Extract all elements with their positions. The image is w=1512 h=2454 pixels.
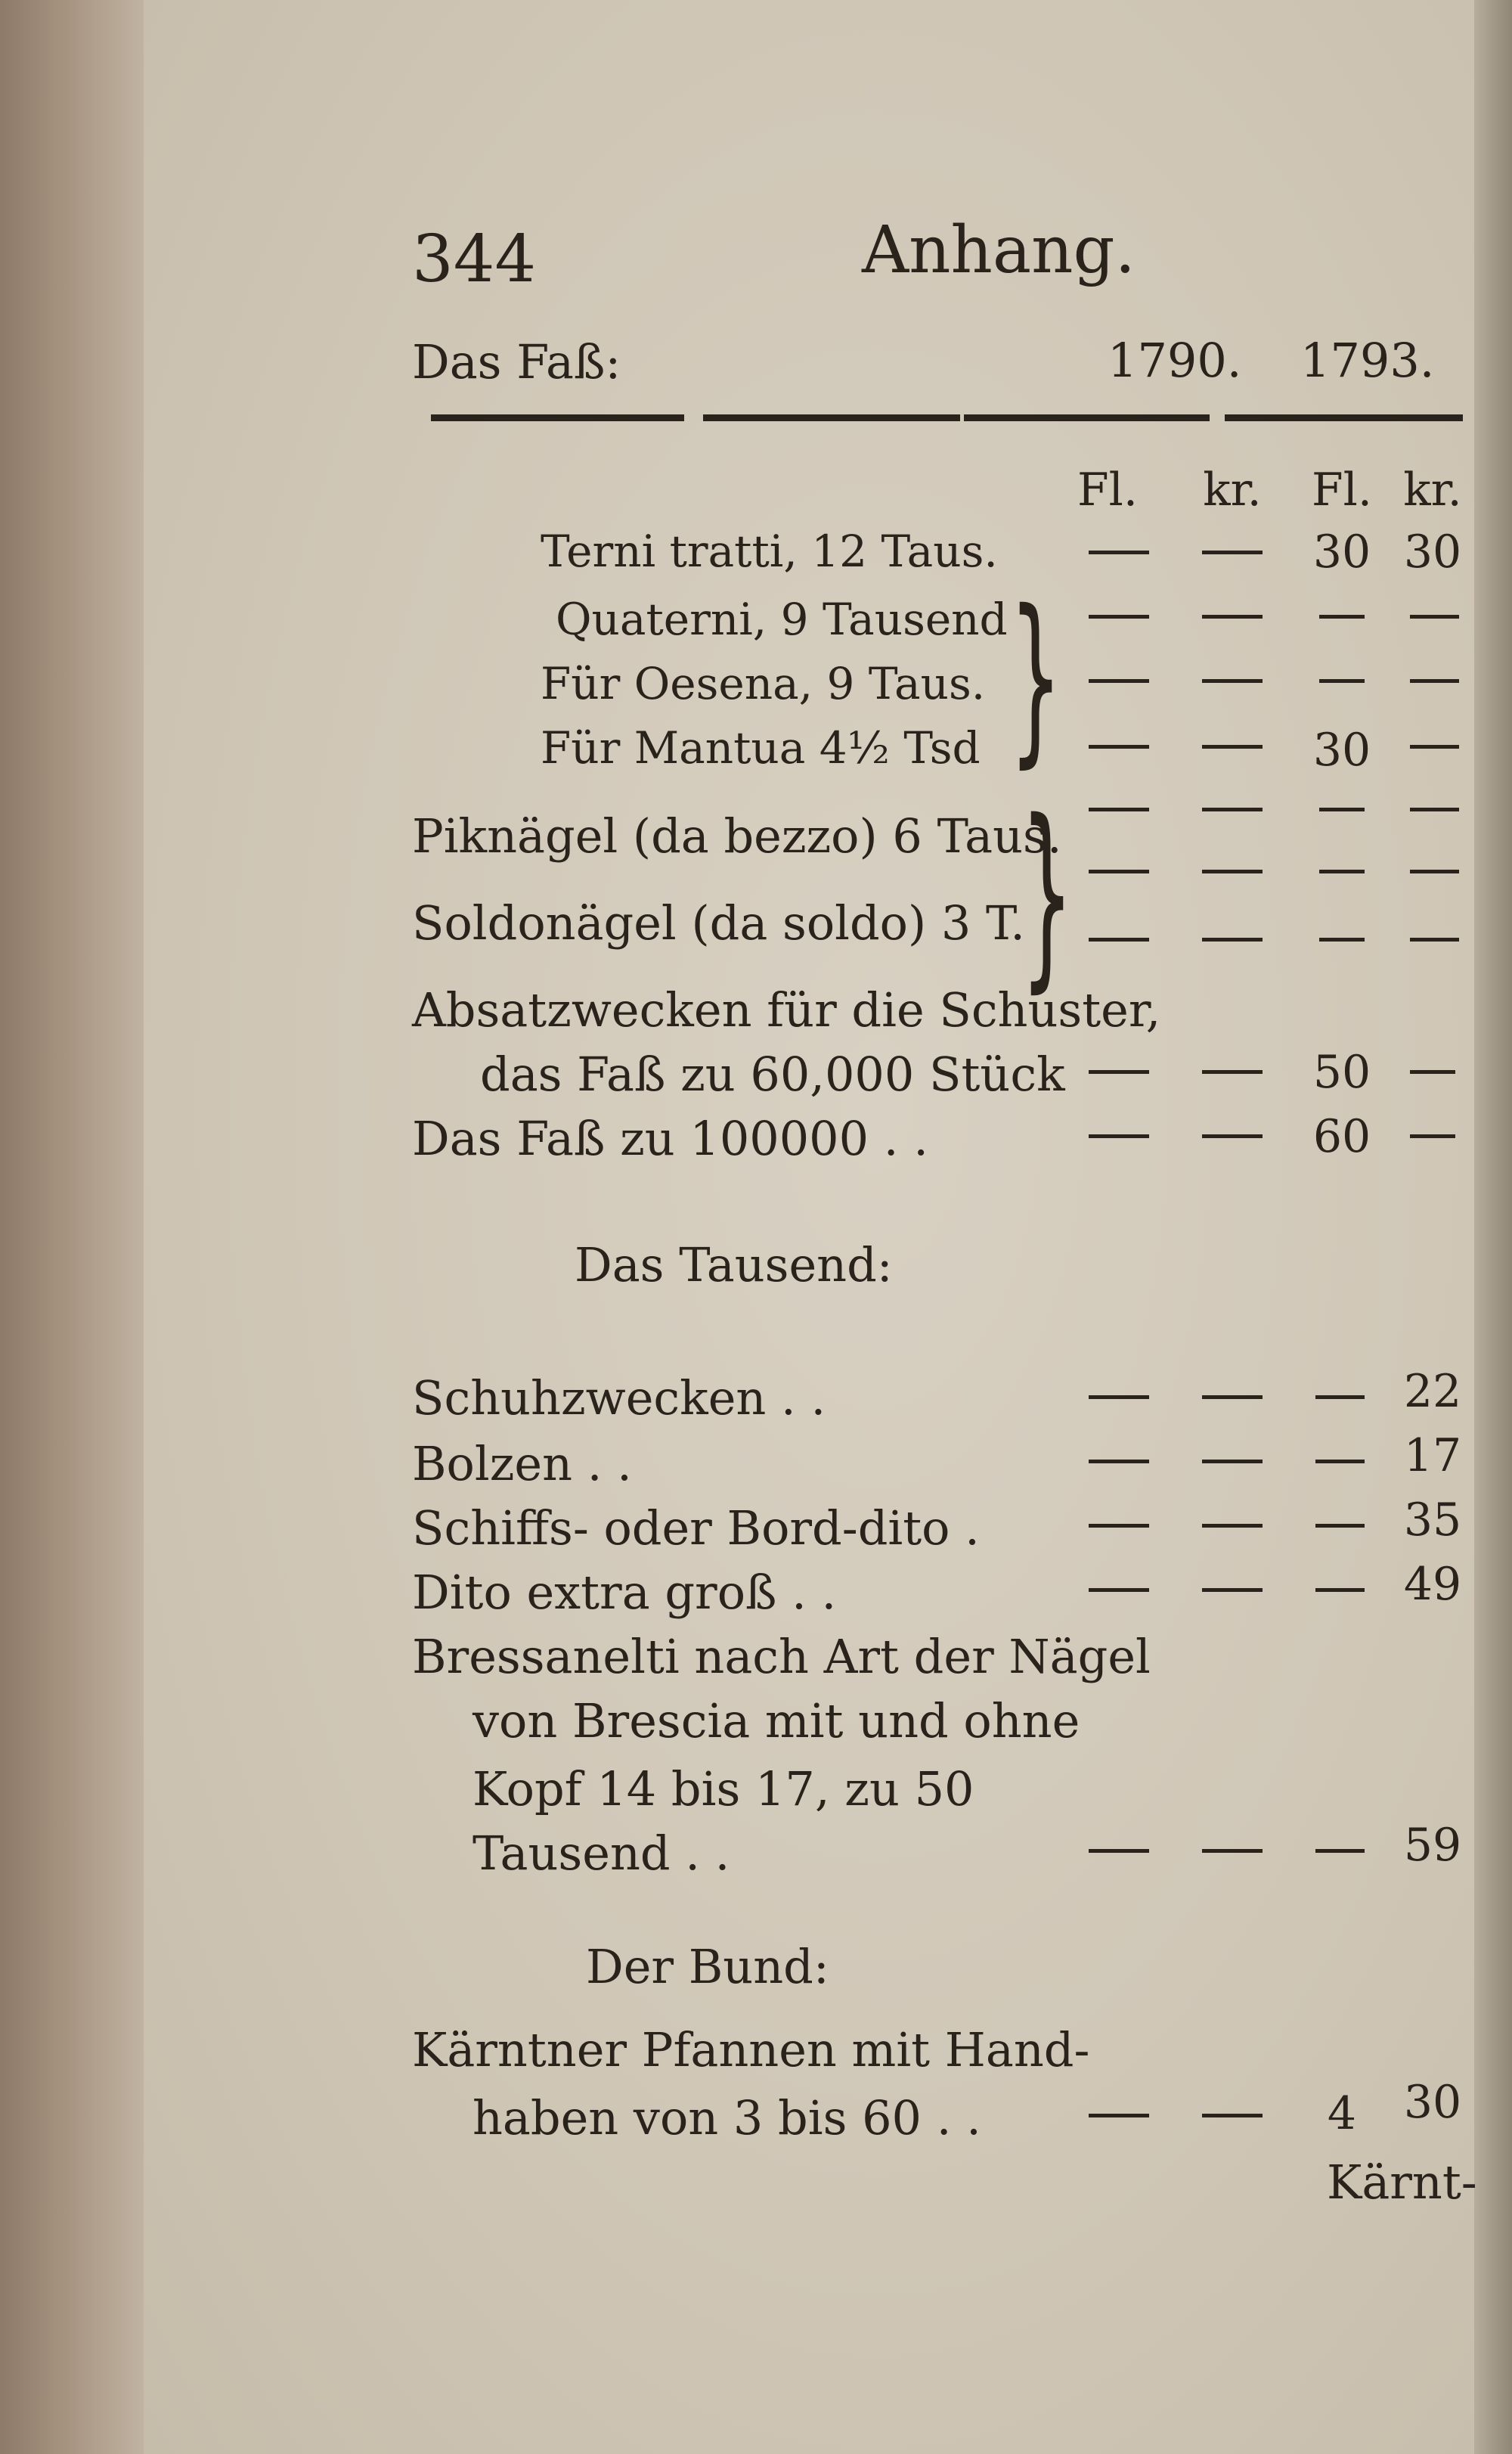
row-kr-1793: 22 [1403,1365,1462,1418]
row-label: das Faß zu 60,000 Stück [480,1047,1065,1102]
col-header-kr-1790: kr. [1203,464,1262,517]
dash [1202,679,1263,683]
section-heading-tausend: Das Tausend: [575,1237,893,1292]
dash [1089,938,1149,942]
row-kr-1793: 49 [1403,1558,1462,1611]
dash [1202,1395,1263,1399]
dash [1089,1134,1149,1138]
dash [1410,1134,1455,1138]
row-fl-1793: 50 [1312,1046,1371,1099]
row-label: Schuhzwecken . . [412,1370,826,1426]
col-header-fl-1793: Fl. [1312,464,1372,517]
dash [1202,745,1263,749]
dash [1319,808,1365,811]
year-1793: 1793. [1300,333,1435,388]
dash [1202,1524,1263,1528]
brace-icon: } [1009,571,1062,784]
dash [1202,551,1263,554]
dash [1202,1134,1263,1138]
row-label: Für Mantua 4½ Tsd [541,722,981,774]
dash [1089,808,1149,811]
dash [1202,808,1263,811]
catchword: Kärnt- [1327,2155,1477,2210]
dash [1410,808,1459,811]
row-kr-1793: 30 [1403,526,1462,579]
dash [1202,1588,1263,1592]
dash [1315,1460,1365,1463]
dash [1410,938,1459,942]
dash [1089,745,1149,749]
dash [1315,1395,1365,1399]
dash [1319,615,1365,619]
row-label: Kopf 14 bis 17, zu 50 [472,1761,974,1816]
dash [1202,938,1263,942]
page [144,0,1474,2454]
row-label: von Brescia mit und ohne [472,1693,1080,1748]
dash [1202,615,1263,619]
dash [1410,679,1459,683]
page-number: 344 [412,222,537,297]
row-kr-1793: 59 [1403,1819,1462,1872]
col-header-fl-1790: Fl. [1077,464,1138,517]
row-label: Soldonägel (da soldo) 3 T. [412,895,1025,951]
book-spine-shadow [0,0,144,2454]
row-fl-1793: 30 [1312,724,1371,777]
dash [1089,1524,1149,1528]
row-label: haben von 3 bis 60 . . [472,2090,981,2145]
running-title: Anhang. [862,213,1136,288]
row-fl-1793: 30 [1312,526,1371,579]
dash [1410,615,1459,619]
dash [1410,745,1459,749]
row-label: Absatzwecken für die Schuster, [412,982,1161,1038]
dash [1319,938,1365,942]
year-1790: 1790. [1108,333,1242,388]
dash [1089,1588,1149,1592]
dash [1089,679,1149,683]
row-kr-1793: 35 [1403,1494,1462,1547]
rule-3 [964,414,1210,421]
row-label: Das Faß zu 100000 . . [412,1111,928,1166]
section-heading-fass: Das Faß: [412,334,621,389]
row-fl-1793: 4 [1327,2087,1357,2140]
row-label: Kärntner Pfannen mit Hand- [412,2022,1090,2077]
row-label: Terni tratti, 12 Taus. [541,526,998,577]
row-label: Bressanelti nach Art der Nägel [412,1629,1151,1684]
dash [1315,1524,1365,1528]
row-kr-1793: 17 [1403,1429,1462,1482]
row-label: Schiffs- oder Bord-dito . [412,1500,980,1556]
row-label: Piknägel (da bezzo) 6 Taus. [412,808,1062,864]
dash [1089,870,1149,873]
dash [1319,870,1365,873]
dash [1089,551,1149,554]
row-label: Tausend . . [472,1826,730,1881]
dash [1089,615,1149,619]
dash [1410,870,1459,873]
dash [1089,1070,1149,1074]
dash [1202,1460,1263,1463]
row-label: Quaterni, 9 Tausend [556,594,1008,645]
dash [1202,870,1263,873]
dash [1089,1849,1149,1853]
rule-2 [703,414,960,421]
row-label: Dito extra groß . . [412,1565,837,1620]
brace-icon: } [1021,777,1074,1010]
rule-4 [1225,414,1463,421]
dash [1410,1070,1455,1074]
dash [1202,1849,1263,1853]
dash [1089,1395,1149,1399]
rule-1 [431,414,684,421]
dash [1089,2114,1149,2117]
row-fl-1793: 60 [1312,1110,1371,1163]
dash [1315,1849,1365,1853]
dash [1319,679,1365,683]
row-label: Für Oesena, 9 Taus. [541,658,986,709]
dash [1315,1588,1365,1592]
row-label: Bolzen . . [412,1436,632,1491]
dash [1202,1070,1263,1074]
section-heading-bund: Der Bund: [586,1939,829,1994]
dash [1202,2114,1263,2117]
dash [1089,1460,1149,1463]
col-header-kr-1793: kr. [1403,464,1462,517]
row-kr-1793: 30 [1403,2076,1462,2129]
